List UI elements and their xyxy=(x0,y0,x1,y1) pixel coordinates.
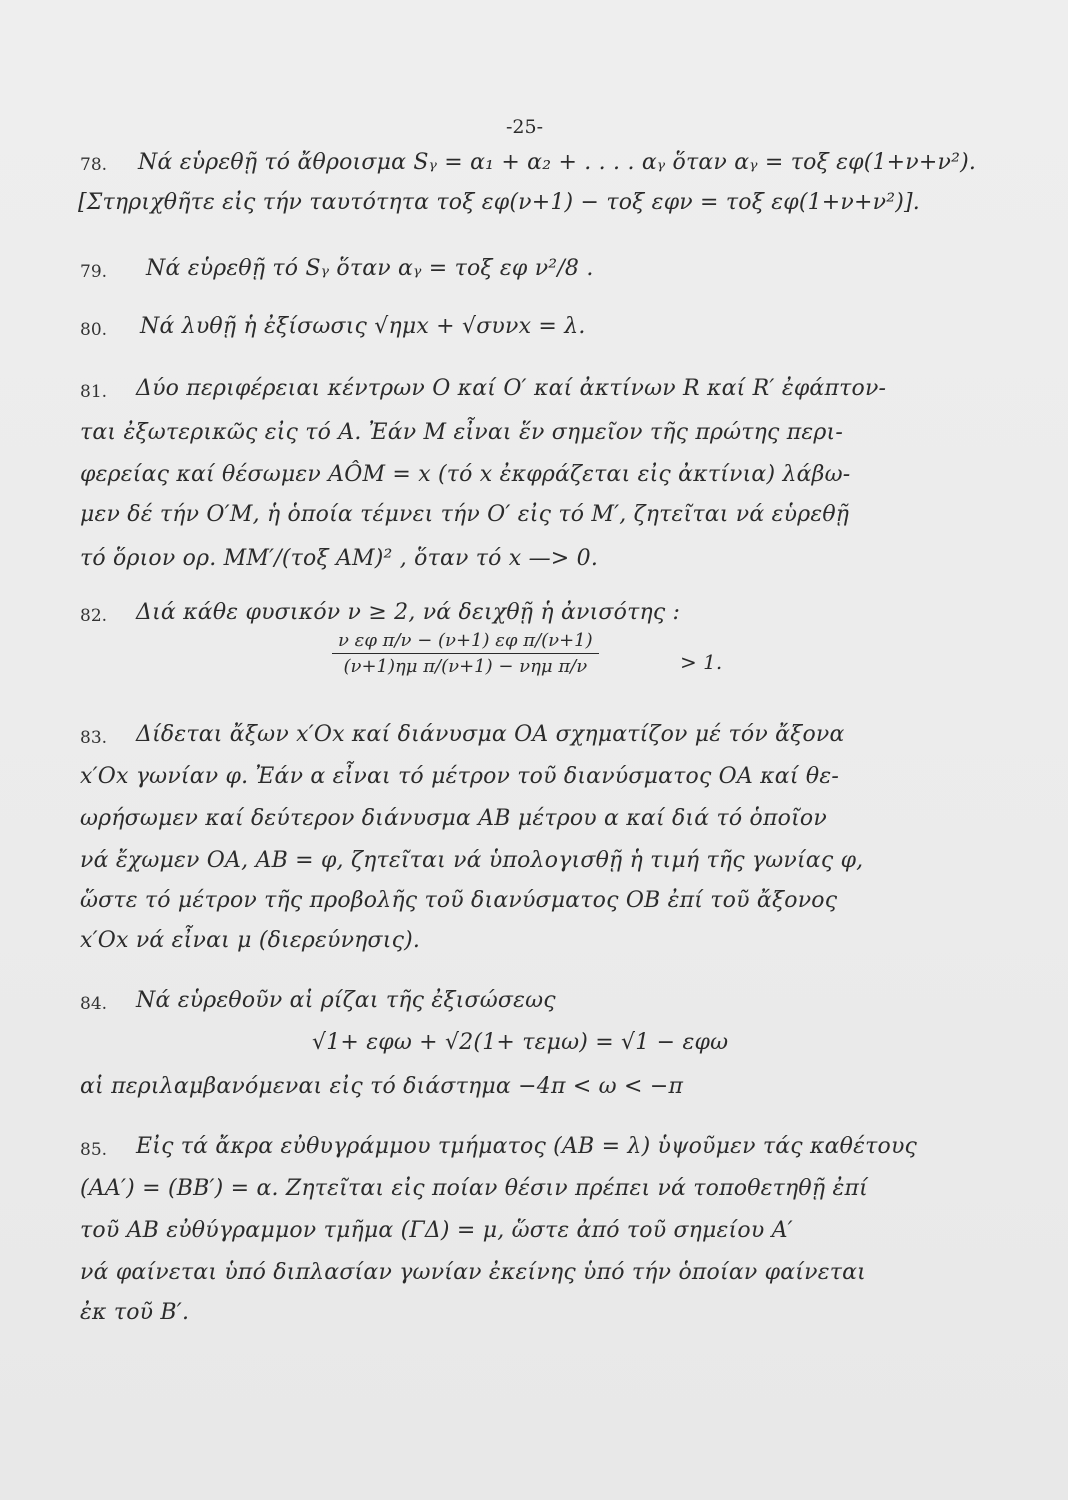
problem-number-82: 82. xyxy=(80,606,108,626)
problem-81-line-4: μεν δέ τήν O′M, ἡ ὁποία τέμνει τήν O′ εἰς τό M′, ζητεῖται νά εὑρεθῇ xyxy=(80,502,850,527)
problem-number-80: 80. xyxy=(80,320,108,340)
problem-81-line-5: τό ὅριον ορ. MM′/(τοξ AM)² , ὅταν τό x —> 0. xyxy=(80,546,599,571)
problem-number-79: 79. xyxy=(80,262,108,282)
problem-85-line-1: Εἰς τά ἄκρα εὐθυγράμμου τμήματος (AB = λ) ὑψοῦμεν τάς καθέτους xyxy=(136,1134,918,1159)
inequality-denominator: (ν+1)ημ π/(ν+1) − νημ π/ν xyxy=(343,656,588,677)
problem-number-84: 84. xyxy=(80,994,108,1014)
inequality-numerator: ν εφ π/ν − (ν+1) εφ π/(ν+1) xyxy=(332,630,599,654)
problem-83-line-1: Δίδεται ἄξων x′Ox καί διάνυσμα OA σχηματίζον μέ τόν ἄξονα xyxy=(136,722,845,747)
inequality-rhs: > 1. xyxy=(680,650,723,674)
problem-79-line-1: Νά εὑρεθῇ τό Sᵧ ὅταν αᵧ = τοξ εφ ν²/8 . xyxy=(146,256,594,281)
problem-84-equation: √1+ εφω + √2(1+ τεμω) = √1 − εφω xyxy=(312,1030,729,1055)
problem-85-line-5: ἐκ τοῦ B′. xyxy=(80,1300,190,1325)
problem-84-line-1: Νά εὑρεθοῦν αἱ ρίζαι τῆς ἐξισώσεως xyxy=(136,988,556,1013)
problem-number-83: 83. xyxy=(80,728,108,748)
problem-85-line-4: νά φαίνεται ὑπό διπλασίαν γωνίαν ἐκείνης ὑπό τήν ὁποίαν φαίνεται xyxy=(80,1260,866,1285)
problem-84-line-3: αἱ περιλαμβανόμεναι εἰς τό διάστημα −4π < ω < −π xyxy=(80,1074,684,1099)
problem-81-line-3: φερείας καί θέσωμεν AÔM = x (τό x ἐκφράζεται εἰς ἀκτίνια) λάβω- xyxy=(80,462,851,487)
problem-83-line-5: ὥστε τό μέτρον τῆς προβολῆς τοῦ διανύσματος OB ἐπί τοῦ ἄξονος xyxy=(80,888,838,913)
problem-83-line-4: νά ἔχωμεν OA, AB = φ, ζητεῖται νά ὑπολογισθῇ ἡ τιμή τῆς γωνίας φ, xyxy=(80,848,864,873)
problem-number-85: 85. xyxy=(80,1140,108,1160)
page-number: -25- xyxy=(506,116,544,138)
problem-78-line-2: [Στηριχθῆτε εἰς τήν ταυτότητα τοξ εφ(ν+1) − τοξ εφν = τοξ εφ(1+ν+ν²)]. xyxy=(78,190,920,215)
problem-81-line-1: Δύο περιφέρειαι κέντρων O καί O′ καί ἀκτίνων R καί R′ ἐφάπτον- xyxy=(136,376,887,401)
problem-78-line-1: Νά εὑρεθῇ τό ἄθροισμα Sᵧ = α₁ + α₂ + . . . . αᵧ ὅταν αᵧ = τοξ εφ(1+ν+ν²). xyxy=(138,150,977,175)
problem-80-line-1: Νά λυθῇ ἡ ἐξίσωσις √ημx + √συνx = λ. xyxy=(140,314,586,339)
problem-number-78: 78. xyxy=(80,155,108,175)
problem-85-line-3: τοῦ AB εὐθύγραμμον τμῆμα (ΓΔ) = μ, ὥστε ἀπό τοῦ σημείου A′ xyxy=(80,1218,793,1243)
problem-number-81: 81. xyxy=(80,382,108,402)
problem-83-line-2: x′Ox γωνίαν φ. Ἐάν α εἶναι τό μέτρον τοῦ διανύσματος OA καί θε- xyxy=(80,764,839,789)
problem-81-line-2: ται ἐξωτερικῶς εἰς τό A. Ἐάν M εἶναι ἕν σημεῖον τῆς πρώτης περι- xyxy=(80,420,843,445)
problem-82-line-1: Διά κάθε φυσικόν ν ≥ 2, νά δειχθῇ ἡ ἀνισότης : xyxy=(136,600,681,625)
problem-85-line-2: (AA′) = (BB′) = α. Ζητεῖται εἰς ποίαν θέσιν πρέπει νά τοποθετηθῇ ἐπί xyxy=(80,1176,868,1201)
problem-83-line-6: x′Ox νά εἶναι μ (διερεύνησις). xyxy=(80,928,421,953)
inequality-fraction xyxy=(332,630,599,677)
problem-83-line-3: ωρήσωμεν καί δεύτερον διάνυσμα AB μέτρου α καί διά τό ὁποῖον xyxy=(80,806,827,831)
